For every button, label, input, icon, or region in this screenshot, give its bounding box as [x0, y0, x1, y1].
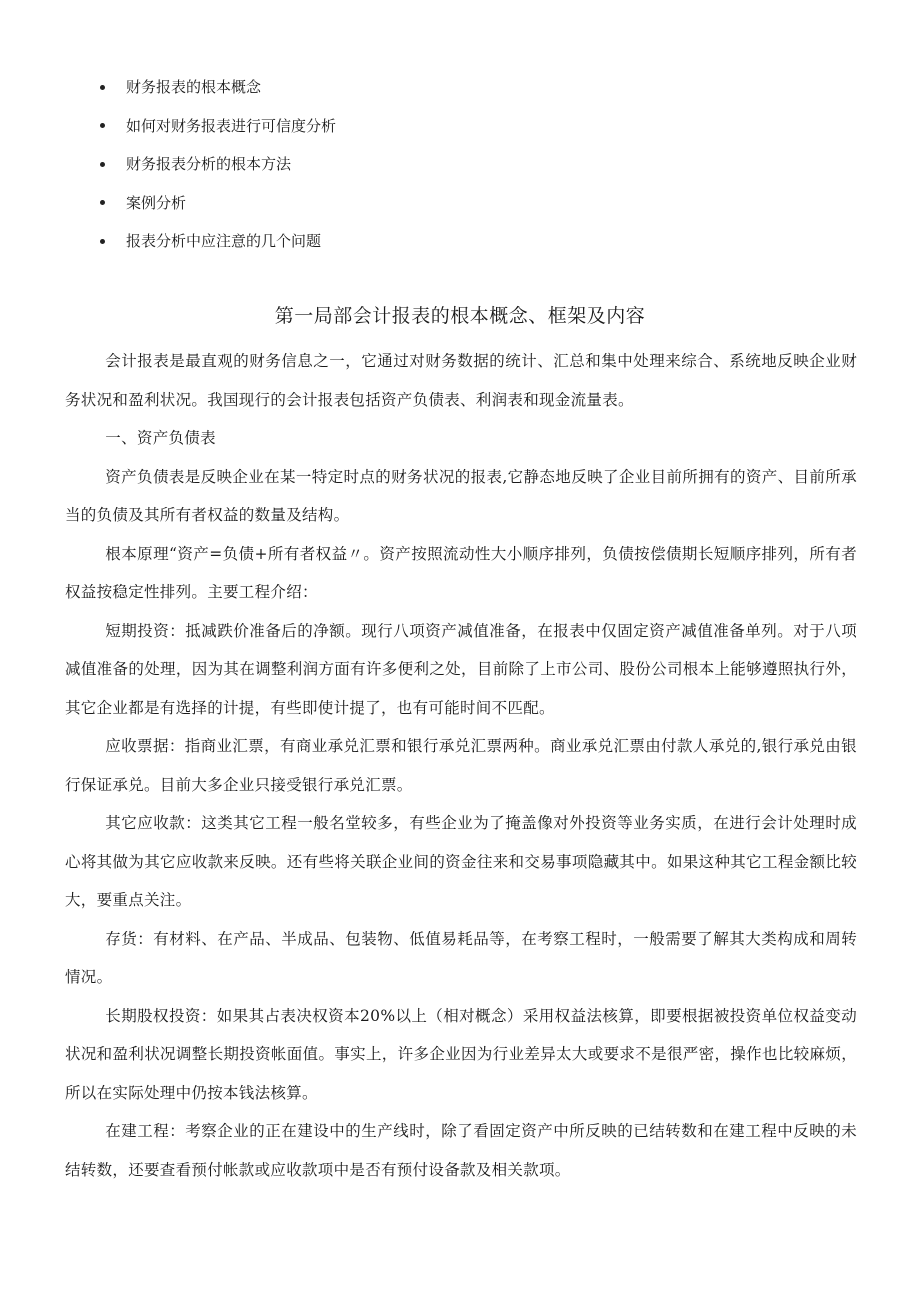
bullet-icon [100, 239, 105, 244]
paragraph-long-term-equity: 长期股权投资：如果其占表决权资本20%以上（相对概念）采用权益法核算，即要根据被投资单位权益变动状况和盈利状况调整长期投资帐面值。事实上，许多企业因为行业差异太大或要求不是很严密，操作也比较麻烦，所以在实际处理中仍按本钱法核算。 [65, 1006, 857, 1102]
list-item [100, 151, 336, 190]
list-item [100, 113, 336, 152]
paragraph-short-term-investment: 短期投资：抵减跌价准备后的净额。现行八项资产减值准备，在报表中仅固定资产减值准备单列。对于八项减值准备的处理，因为其在调整利润方面有许多便利之处，目前除了上市公司、股份公司根本上能够遵照执行外，其它企业都是有选择的计提，有些即使计提了，也有可能时间不匹配。 [65, 621, 857, 717]
list-item-text: 报表分析中应注意的几个问题 [126, 232, 322, 250]
list-item-text: 案例分析 [126, 193, 187, 212]
bullet-icon [100, 162, 105, 167]
bullet-icon [100, 200, 105, 205]
paragraph-balance-sheet-definition: 资产负债表是反映企业在某一特定时点的财务状况的报表,它静态地反映了企业目前所拥有的资产、目前所承当的负债及其所有者权益的数量及结构。 [65, 467, 857, 524]
paragraph-construction-in-progress: 在建工程：考察企业的正在建设中的生产线时，除了看固定资产中所反映的已结转数和在建工程中反映的未结转数，还要查看预付帐款或应收款项中是否有预付设备款及相关款项。 [65, 1122, 857, 1179]
bullet-icon [100, 123, 105, 128]
list-item-text: 财务报表分析的根本方法 [126, 155, 292, 173]
list-item-text: 财务报表的根本概念 [126, 78, 262, 96]
list-item [100, 228, 336, 267]
bullet-icon [100, 85, 105, 90]
topic-list [100, 74, 336, 267]
paragraph-notes-receivable: 应收票据：指商业汇票，有商业承兑汇票和银行承兑汇票两种。商业承兑汇票由付款人承兑的,银行承兑由银行保证承兑。目前大多企业只接受银行承兑汇票。 [65, 737, 857, 794]
paragraph-intro: 会计报表是最直观的财务信息之一，它通过对财务数据的统计、汇总和集中处理来综合、系统地反映企业财务状况和盈利状况。我国现行的会计报表包括资产负债表、利润表和现金流量表。 [65, 352, 857, 409]
section-heading: 第一局部会计报表的根本概念、框架及内容 [274, 305, 646, 327]
body-text [65, 342, 857, 1189]
paragraph-other-receivables: 其它应收款：这类其它工程一般名堂较多，有些企业为了掩盖像对外投资等业务实质，在进行会计处理时成心将其做为其它应收款来反映。还有些将关联企业间的资金往来和交易事项隐藏其中。如果这种其它工程金额比较大，要重点关注。 [65, 814, 857, 909]
list-item [100, 74, 336, 113]
paragraph-inventory: 存货：有材料、在产品、半成品、包装物、低值易耗品等，在考察工程时，一般需要了解其大类构成和周转情况。 [65, 929, 857, 986]
paragraph-basic-principle: 根本原理“资产=负债+所有者权益〃。资产按照流动性大小顺序排列，负债按偿债期长短顺序排列，所有者权益按稳定性排列。主要工程介绍： [65, 544, 857, 601]
list-item-text: 如何对财务报表进行可信度分析 [126, 116, 337, 135]
subheading-balance-sheet: 一、资产负债表 [105, 429, 216, 447]
list-item [100, 190, 336, 229]
